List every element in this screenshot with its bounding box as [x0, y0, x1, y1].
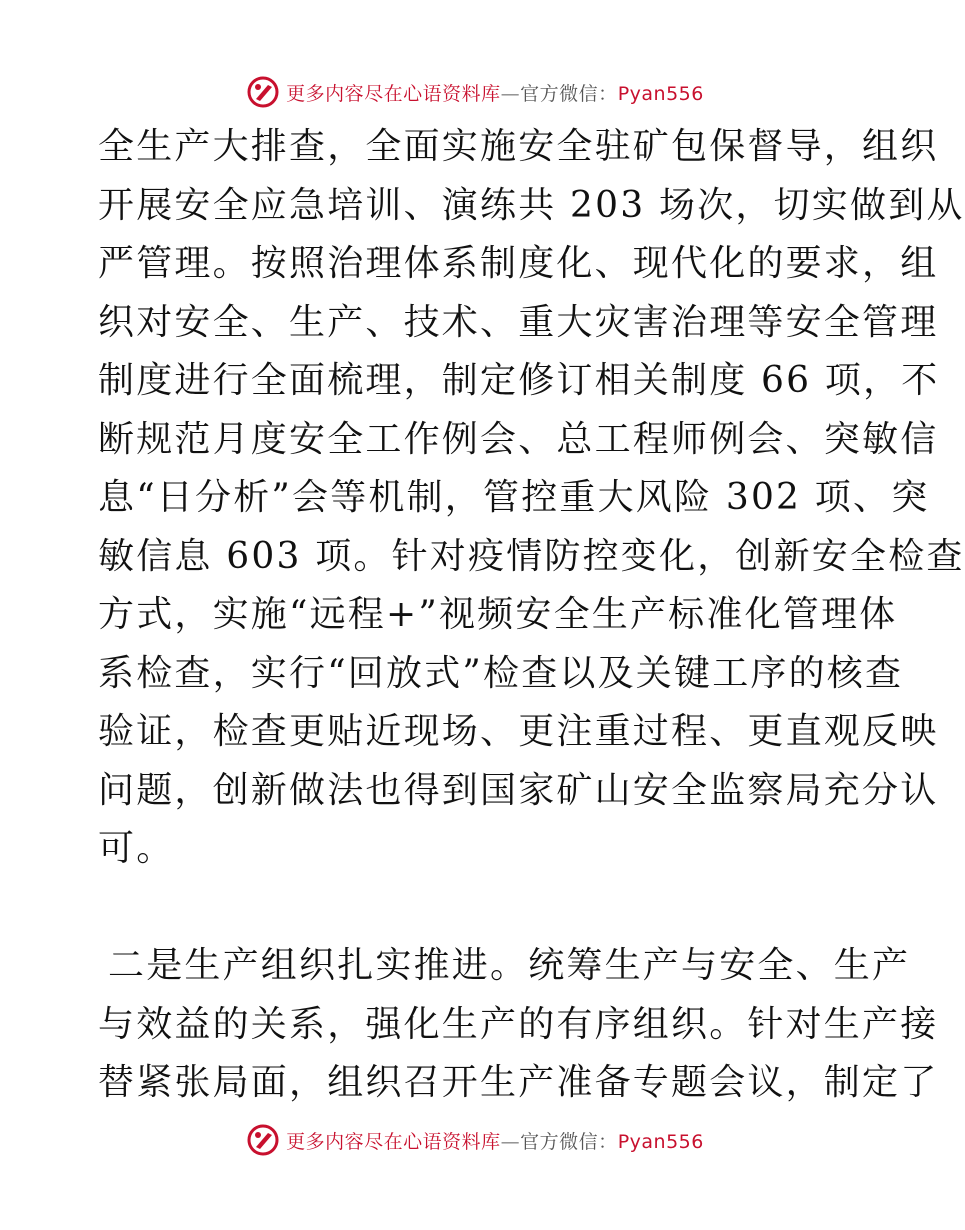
text-line: 系检查，实行“回放式”检查以及关键工序的核查 — [98, 652, 904, 694]
text-line: 问题，创新做法也得到国家矿山安全监察局充分认 — [98, 769, 939, 811]
watermark-header — [0, 72, 950, 112]
watermark-text — [286, 1127, 704, 1154]
logo-icon — [246, 1123, 280, 1157]
watermark-footer — [0, 1120, 950, 1160]
paragraph-gap — [98, 879, 856, 938]
watermark-cn-2: 官方微信： — [520, 82, 618, 105]
logo-icon — [246, 75, 280, 109]
document-body — [98, 118, 965, 1108]
watermark-cn-2: 官方微信： — [520, 1130, 618, 1153]
text-line: 验证，检查更贴近现场、更注重过程、更直观反映 — [98, 711, 939, 752]
watermark-separator: — — [500, 82, 521, 105]
watermark-id: Pyan556 — [617, 82, 704, 105]
text-line: 开展安全应急培训、演练共 203 场次，切实做到从 — [98, 184, 965, 226]
text-line: 敏信息 603 项。针对疫情防控变化，创新安全检查 — [98, 535, 965, 577]
text-line: 与效益的关系，强化生产的有序组织。针对生产接 — [98, 1003, 939, 1045]
text-line: 可。 — [98, 828, 175, 869]
text-line: 严管理。按照治理体系制度化、现代化的要求，组 — [98, 243, 939, 284]
watermark-separator: — — [500, 1130, 521, 1153]
watermark-cn: 更多内容尽在心语资料库 — [286, 82, 501, 105]
text-line: 织对安全、生产、技术、重大灾害治理等安全管理 — [98, 301, 939, 343]
text-line: 方式，实施“远程+”视频安全生产标准化管理体 — [98, 594, 898, 635]
watermark-cn: 更多内容尽在心语资料库 — [286, 1130, 501, 1153]
watermark-id: Pyan556 — [617, 1130, 704, 1153]
text-line: 二是生产组织扎实推进。统筹生产与安全、生产 — [108, 945, 911, 986]
text-line: 息“日分析”会等机制，管控重大风险 302 项、突 — [98, 477, 930, 518]
text-line: 替紧张局面，组织召开生产准备专题会议，制定了 — [98, 1062, 939, 1103]
text-line: 全生产大排查，全面实施安全驻矿包保督导，组织 — [98, 126, 939, 167]
text-line: 断规范月度安全工作例会、总工程师例会、突敏信 — [98, 418, 939, 460]
text-line: 制度进行全面梳理，制定修订相关制度 66 项，不 — [98, 360, 940, 401]
watermark-text — [286, 79, 704, 106]
